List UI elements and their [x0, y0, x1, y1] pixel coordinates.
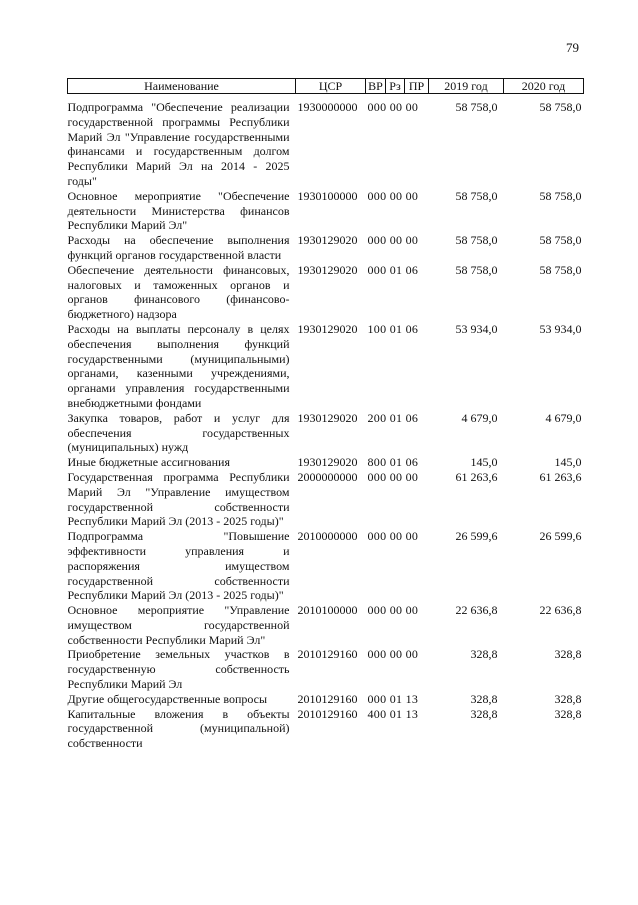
row-value-2019: 145,0: [470, 455, 498, 470]
row-name: Обеспечение деятельности финансовых, налоговых и таможенных органов и органов финансового (финансово-бюджетного) надзора: [67, 262, 290, 322]
row-name: Иные бюджетные ассигнования: [67, 455, 230, 470]
row-csr: 2000000000: [297, 469, 358, 484]
row-csr: 1930000000: [297, 100, 358, 114]
row-csr: 1930100000: [297, 188, 358, 203]
table-header: [68, 79, 584, 94]
row-value-2020: 22 636,8: [539, 603, 582, 618]
row-code: 100 01 06: [367, 321, 419, 336]
row-value-2020: 328,8: [554, 647, 582, 662]
row-value-2019: 53 934,0: [455, 321, 498, 336]
col-header-vr: ВР: [366, 79, 386, 94]
col-header-rz: Рз: [386, 79, 405, 94]
table-row: [68, 470, 584, 529]
row-csr: 2010129160: [297, 691, 358, 706]
row-code: 800 01 06: [367, 455, 419, 470]
row-value-2020: 58 758,0: [539, 188, 582, 203]
row-value-2019: 58 758,0: [455, 100, 498, 114]
row-value-2019: 58 758,0: [455, 262, 498, 277]
row-value-2020: 4 679,0: [545, 410, 582, 425]
row-csr: 1930129020: [297, 233, 358, 248]
table-row: [68, 322, 584, 411]
table-body: [68, 94, 584, 752]
row-name: Государственная программа Республики Марий Эл "Управление имуществом государственной собственности Республики Марий Эл (2013 - 2025 годы)": [67, 469, 290, 529]
table-row: [68, 94, 584, 189]
row-csr: 2010129160: [297, 647, 358, 662]
row-value-2019: 58 758,0: [455, 188, 498, 203]
page-number: 79: [566, 40, 579, 55]
row-value-2019: 26 599,6: [455, 529, 498, 544]
row-name: Расходы на выплаты персоналу в целях обеспечения выполнения функций государственными (муниципальными) органами, казенными учреждениями, органами управления государственными внебюджетными фондами: [67, 321, 290, 410]
row-name: Капитальные вложения в объекты государственной (муниципальной) собственности: [67, 706, 290, 751]
row-code: 200 01 06: [367, 410, 419, 425]
row-csr: 1930129020: [297, 410, 358, 425]
row-value-2020: 53 934,0: [539, 321, 582, 336]
row-value-2019: 4 679,0: [461, 410, 498, 425]
budget-table: [67, 78, 584, 751]
row-value-2019: 328,8: [470, 691, 498, 706]
row-value-2020: 328,8: [554, 691, 582, 706]
row-name: Расходы на обеспечение выполнения функций органов государственной власти: [67, 233, 290, 262]
row-csr: 2010129160: [297, 706, 358, 721]
col-header-csr: ЦСР: [296, 79, 366, 94]
table-row: [68, 603, 584, 647]
row-csr: 2010100000: [297, 603, 358, 618]
row-name: Основное мероприятие "Управление имуществом государственной собственности Республики Марий Эл": [67, 603, 290, 647]
row-value-2020: 58 758,0: [539, 100, 582, 114]
row-code: 000 00 00: [367, 647, 419, 662]
row-code: 000 00 00: [367, 233, 419, 248]
table-row: [68, 189, 584, 233]
row-code: 000 00 00: [367, 100, 419, 114]
row-csr: 1930129020: [297, 455, 358, 470]
table-row: [68, 707, 584, 751]
row-value-2019: 328,8: [470, 647, 498, 662]
row-value-2020: 61 263,6: [539, 469, 582, 484]
row-value-2020: 58 758,0: [539, 233, 582, 248]
row-value-2020: 26 599,6: [539, 529, 582, 544]
table-row: [68, 692, 584, 707]
table-row: [68, 411, 584, 455]
col-header-2020: 2020 год: [504, 79, 584, 94]
row-value-2019: 328,8: [470, 706, 498, 721]
table-row: [68, 263, 584, 322]
row-code: 000 00 00: [367, 469, 419, 484]
row-code: 000 01 13: [367, 691, 419, 706]
row-code: 400 01 13: [367, 706, 419, 721]
row-code: 000 00 00: [367, 529, 419, 544]
row-name: Основное мероприятие "Обеспечение деятельности Министерства финансов Республики Марий Эл": [67, 188, 290, 233]
row-value-2020: 58 758,0: [539, 262, 582, 277]
table-row: [68, 529, 584, 603]
row-value-2019: 22 636,8: [455, 603, 498, 618]
row-name: Приобретение земельных участков в государственную собственность Республики Марий Эл: [67, 647, 290, 692]
col-header-2019: 2019 год: [429, 79, 504, 94]
row-name: Подпрограмма "Повышение эффективности управления и распоряжения имуществом государственной собственности Республики Марий Эл (2013 - 2025 годы)": [67, 529, 290, 603]
row-name: Закупка товаров, работ и услуг для обеспечения государственных (муниципальных) нужд: [67, 410, 290, 455]
row-value-2020: 145,0: [554, 455, 582, 470]
row-value-2020: 328,8: [554, 706, 582, 721]
row-value-2019: 58 758,0: [455, 233, 498, 248]
row-code: 000 00 00: [367, 603, 419, 618]
table-row: [68, 455, 584, 470]
row-name: Другие общегосударственные вопросы: [67, 691, 268, 706]
row-csr: 1930129020: [297, 321, 358, 336]
table-row: [68, 647, 584, 691]
row-name: Подпрограмма "Обеспечение реализации государственной программы Республики Марий Эл "Управление государственными финансами и государственным долгом Республики Марий Эл на 2014 - 2025 годы": [67, 100, 290, 188]
row-code: 000 01 06: [367, 262, 419, 277]
row-csr: 1930129020: [297, 262, 358, 277]
col-header-pr: ПР: [405, 79, 429, 94]
row-code: 000 00 00: [367, 188, 419, 203]
table-row: [68, 233, 584, 263]
row-value-2019: 61 263,6: [455, 469, 498, 484]
col-header-name: Наименование: [68, 79, 296, 94]
row-csr: 2010000000: [297, 529, 358, 544]
